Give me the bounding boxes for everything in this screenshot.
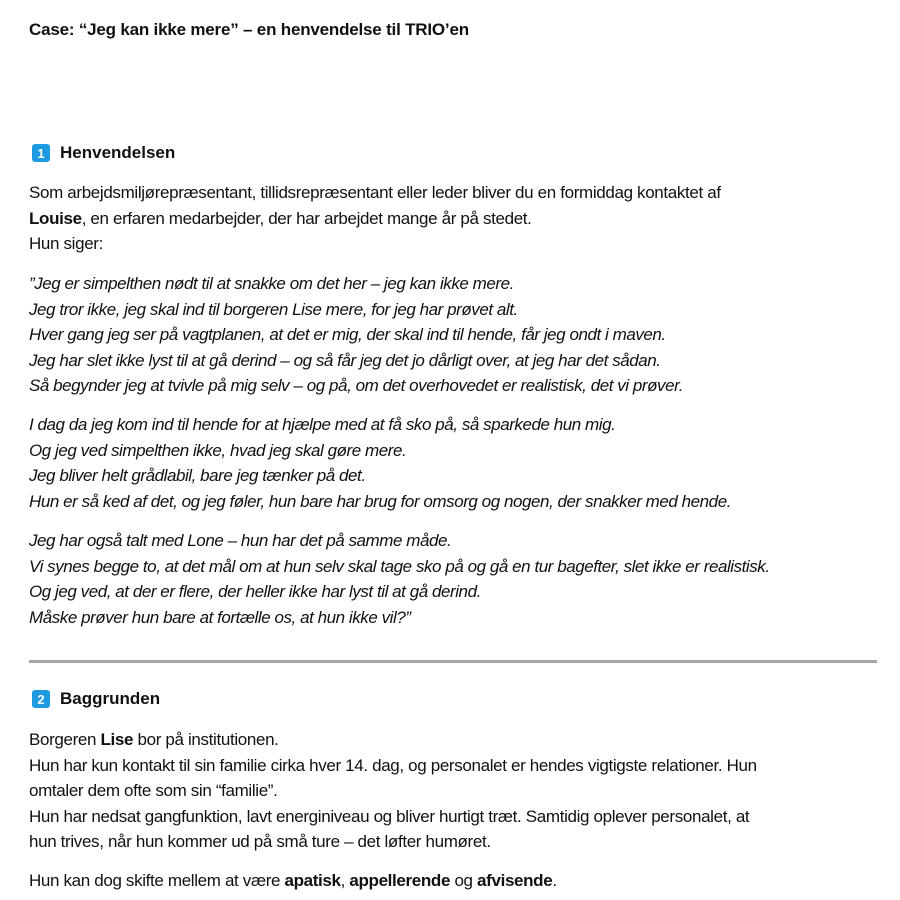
background-line: hun trives, når hun kommer ud på små ture – det løfter humøret. <box>29 832 491 851</box>
quote-line: Og jeg ved, at der er flere, der heller ikke har lyst til at gå derind. <box>29 582 481 601</box>
quote-line: Hun er så ked af det, og jeg føler, hun bare har brug for omsorg og nogen, der snakker med hende. <box>29 491 731 511</box>
quote-line: Hver gang jeg ser på vagtplanen, at det er mig, der skal ind til hende, får jeg ondt i maven. <box>29 325 666 344</box>
background-line: Hun har kun kontakt til sin familie cirka hver 14. dag, og personalet er hendes vigtigste relationer. Hun <box>29 755 757 775</box>
text-run: og <box>450 871 478 890</box>
quote-line: Vi synes begge to, at det mål om at hun selv skal tage sko på og gå en tur bagefter, slet ikke er realistisk. <box>29 556 770 576</box>
quote-paragraph-3 <box>29 528 879 630</box>
text-run: , <box>340 871 350 890</box>
section-heading-henvendelsen <box>32 143 175 163</box>
quote-line: Jeg har også talt med Lone – hun har det på samme måde. <box>29 531 452 550</box>
intro-line: Hun siger: <box>29 234 103 253</box>
text-run: . <box>552 871 557 890</box>
quote-line: Måske prøver hun bare at fortælle os, at hun ikke vil?” <box>29 607 411 627</box>
background-line: omtaler dem ofte som sin “familie”. <box>29 781 278 800</box>
text-run: Hun kan dog skifte mellem at være <box>29 871 285 890</box>
name-louise: Louise <box>29 208 82 228</box>
background-line: Hun har nedsat gangfunktion, lavt energiniveau og bliver hurtigt træt. Samtidig oplever personalet, at <box>29 806 750 826</box>
quote-paragraph-1 <box>29 271 879 399</box>
document-title: Case: “Jeg kan ikke mere” – en henvendelse til TRIO’en <box>29 20 469 39</box>
quote-line: Jeg tror ikke, jeg skal ind til borgeren Lise mere, for jeg har prøvet alt. <box>29 299 518 319</box>
background-paragraph-1 <box>29 727 879 855</box>
background-line <box>29 868 879 894</box>
trait-apatisk: apatisk <box>284 871 341 890</box>
number-one-icon: 1 <box>32 144 50 162</box>
quote-line: Så begynder jeg at tvivle på mig selv – og på, om det overhovedet er realistisk, det vi prøver. <box>29 376 683 395</box>
section-title: Henvendelsen <box>60 143 176 162</box>
text-run: Borgeren <box>29 730 101 749</box>
intro-line-rest: , en erfaren medarbejder, der har arbejdet mange år på stedet. <box>81 208 532 228</box>
trait-afvisende: afvisende <box>477 871 553 890</box>
quote-line: Og jeg ved simpelthen ikke, hvad jeg skal gøre mere. <box>29 440 407 460</box>
quote-line: Jeg har slet ikke lyst til at gå derind – og så får jeg det jo dårligt over, at jeg har det sådan. <box>29 350 661 370</box>
name-lise: Lise <box>100 730 134 749</box>
section-heading-baggrunden <box>32 689 160 709</box>
text-run: bor på institutionen. <box>133 730 279 749</box>
section-divider <box>29 660 877 663</box>
background-line <box>29 727 879 753</box>
trait-appellerende: appellerende <box>349 871 451 890</box>
quote-paragraph-2 <box>29 412 879 514</box>
intro-line: Som arbejdsmiljørepræsentant, tillidsrepræsentant eller leder bliver du en formiddag kontaktet af <box>29 183 721 202</box>
section-title: Baggrunden <box>60 689 161 708</box>
intro-line <box>29 206 879 232</box>
quote-line: Jeg bliver helt grådlabil, bare jeg tænker på det. <box>29 466 366 485</box>
background-paragraph-2 <box>29 868 879 894</box>
quote-line: ”Jeg er simpelthen nødt til at snakke om det her – jeg kan ikke mere. <box>29 274 514 293</box>
number-two-icon: 2 <box>32 690 50 708</box>
intro-paragraph <box>29 180 879 257</box>
quote-line: I dag da jeg kom ind til hende for at hjælpe med at få sko på, så sparkede hun mig. <box>29 415 616 434</box>
